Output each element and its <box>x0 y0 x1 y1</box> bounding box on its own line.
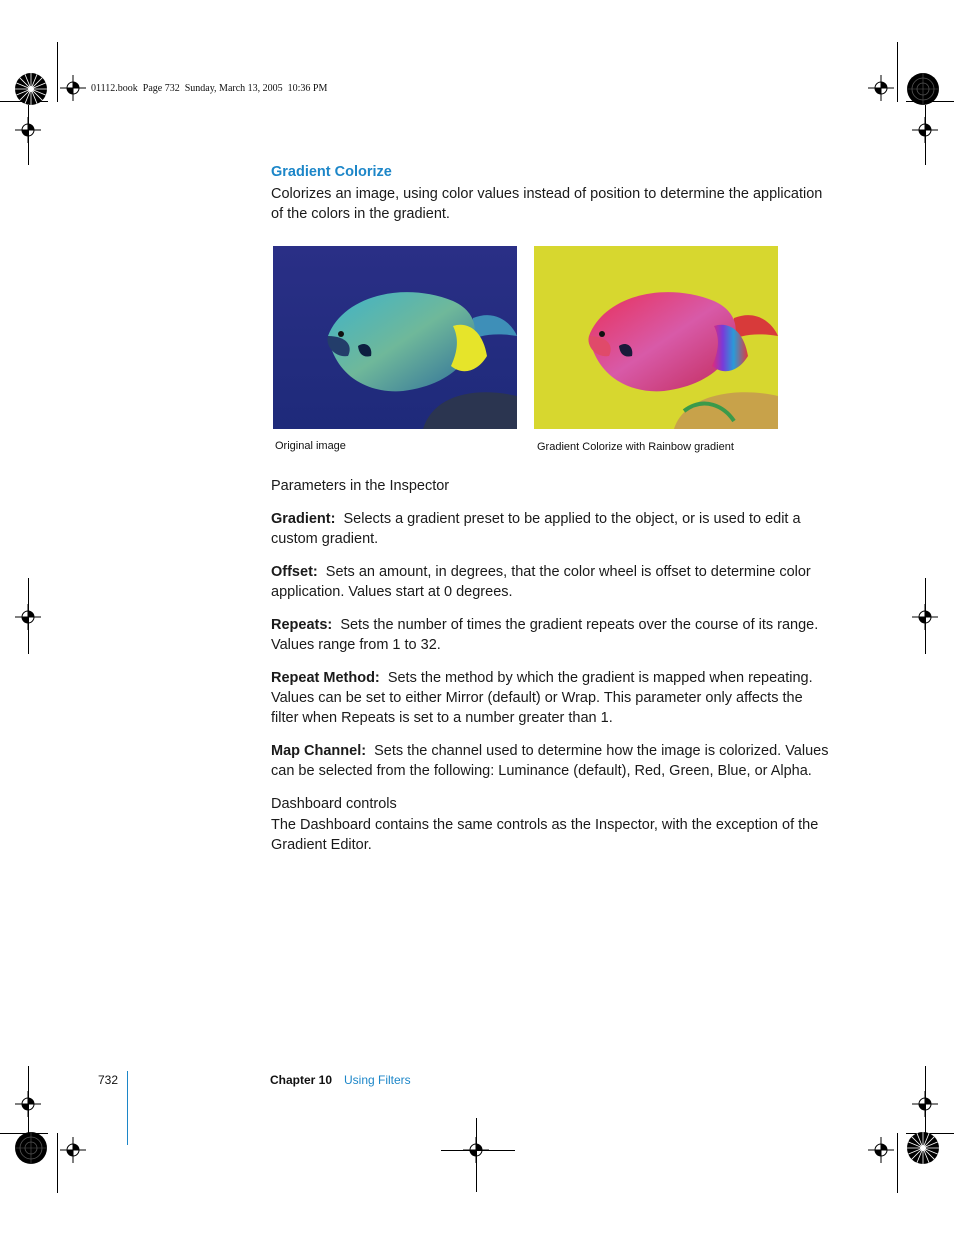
parameters-heading: Parameters in the Inspector <box>271 478 450 494</box>
param-term: Gradient: <box>271 511 336 527</box>
figure-caption-gradient: Gradient Colorize with Rainbow gradient <box>537 441 734 453</box>
crosshair-icon <box>60 1137 86 1163</box>
crosshair-icon <box>60 75 86 101</box>
crosshair-icon <box>15 117 41 143</box>
print-slug: 01112.book Page 732 Sunday, March 13, 2005 10:36 PM <box>91 83 328 94</box>
crosshair-icon <box>912 117 938 143</box>
param-offset <box>271 562 831 602</box>
param-term: Offset: <box>271 564 318 580</box>
param-repeats <box>271 615 831 655</box>
crosshair-icon <box>463 1137 489 1163</box>
param-map-channel <box>271 741 831 781</box>
param-desc: Sets the channel used to determine how the image is colorized. Values can be selected from the following: Luminance (default), Red, Green, Blue, or Alpha. <box>271 743 829 779</box>
param-term: Map Channel: <box>271 743 367 759</box>
page-number: 732 <box>98 1073 119 1087</box>
registration-target-icon <box>906 72 940 106</box>
param-desc: Sets the number of times the gradient repeats over the course of its range. Values range from 1 to 32. <box>271 617 819 653</box>
param-desc: Sets an amount, in degrees, that the color wheel is offset to determine color application. Values start at 0 degrees. <box>271 564 811 600</box>
registration-target-icon <box>906 1131 940 1165</box>
crosshair-icon <box>15 1091 41 1117</box>
crosshair-icon <box>912 604 938 630</box>
dashboard-heading: Dashboard controls <box>271 796 397 812</box>
crosshair-icon <box>15 604 41 630</box>
param-term: Repeat Method: <box>271 670 380 686</box>
crosshair-icon <box>912 1091 938 1117</box>
section-intro: Colorizes an image, using color values instead of position to determine the application of the colors in the gradient. <box>271 186 823 222</box>
crosshair-icon <box>868 1137 894 1163</box>
footer-rule <box>127 1071 128 1145</box>
gradient-colorize-image <box>534 246 778 429</box>
crosshair-icon <box>868 75 894 101</box>
chapter-label: Chapter 10 <box>270 1073 333 1087</box>
chapter-title: Using Filters <box>344 1073 411 1087</box>
registration-target-icon <box>14 1131 48 1165</box>
section-title: Gradient Colorize <box>271 164 392 180</box>
param-term: Repeats: <box>271 617 333 633</box>
param-desc: Sets the method by which the gradient is mapped when repeating. Values can be set to either Mirror (default) or Wrap. This parameter only affects the filter when Repeats is set to a number greater than 1. <box>271 670 813 726</box>
param-repeat-method <box>271 668 831 728</box>
param-gradient <box>271 509 831 549</box>
figure-caption-original: Original image <box>275 440 346 452</box>
registration-target-icon <box>14 72 48 106</box>
dashboard-text: The Dashboard contains the same controls as the Inspector, with the exception of the Gradient Editor. <box>271 817 819 853</box>
param-desc: Selects a gradient preset to be applied to the object, or is used to edit a custom gradient. <box>271 511 801 547</box>
original-image <box>273 246 517 429</box>
